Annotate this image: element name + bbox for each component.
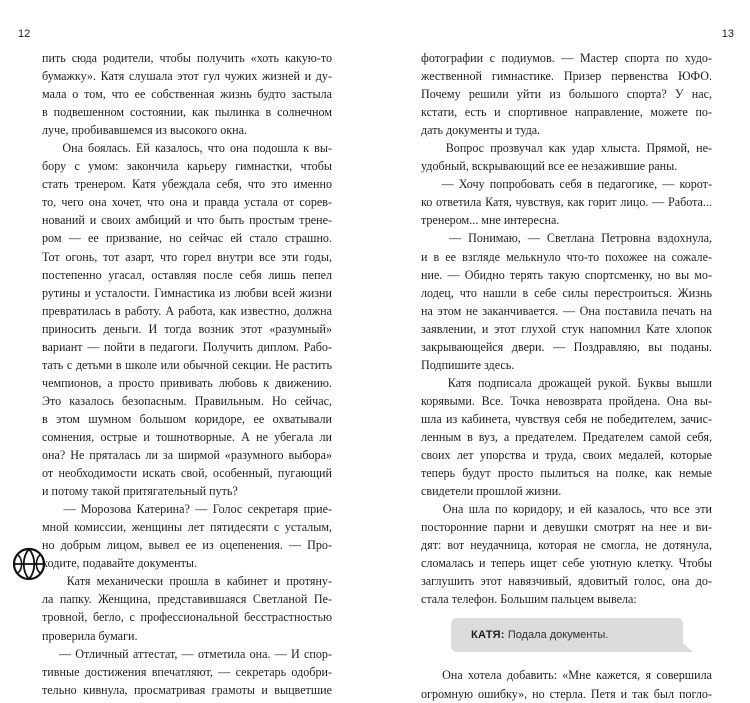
text-line: тренером... мне интересна. <box>421 213 560 228</box>
text-line: теперь будут просто пылиться на полке, как немые <box>421 466 712 481</box>
text-line: луче, пробивавшемся из высокого окна. <box>42 123 248 138</box>
text-line: Катя подписала дрожащей рукой. Буквы вышли <box>421 375 712 390</box>
text-line: приносить деньги. И тогда возник этот «разумный» <box>42 321 332 336</box>
text-line: ходите, подавайте документы. <box>42 556 198 571</box>
right-page-text-top <box>421 49 712 608</box>
text-line: проверила бумаги. <box>42 628 138 643</box>
chat-sender: КАТЯ: <box>471 629 505 642</box>
text-line: корявыми. Все. Точка невозврата пройдена. Она вы- <box>421 393 712 408</box>
text-line: дать документы и туда. <box>421 123 541 138</box>
text-line: от необходимости искать свой, особенный, пугающий <box>42 466 332 481</box>
text-line: Вопрос прозвучал как удар хлыста. Прямой, не- <box>421 141 712 156</box>
text-line: ние. — Обидно терять такую спортсменку, но вы мо- <box>421 267 712 282</box>
text-line: тать с детьми в школе или обычной секции. Не растить <box>42 357 332 372</box>
text-line: — Морозова Катерина? — Голос секретаря прие- <box>42 502 332 517</box>
text-line: стала телефон. Большим пальцем вывела: <box>421 592 637 607</box>
text-line: Она хотела добавить: «Мне кажется, я совершила <box>421 668 712 683</box>
text-line: мной комиссии, женщины лет пятидесяти с усталым, <box>42 520 332 535</box>
text-line: Она шла по коридору, и ей казалось, что все эти <box>421 502 712 517</box>
text-line: бору с умом: закончила карьеру гимнастки, чтобы <box>42 159 332 174</box>
text-line: огромную ошибку», но стерла. Петя и так был погло- <box>421 686 712 701</box>
text-line: шла из кабинета, чувствуя себя не победителем, зачис- <box>421 411 712 426</box>
text-line: ленным в вуз, а предателем. Предателем самой себя, <box>421 429 712 444</box>
text-line: и потому такой притягательный путь? <box>42 484 238 499</box>
text-line: фотографии с подиумов. — Мастер спорта по худо- <box>421 51 712 65</box>
text-line: Тот огонь, тот азарт, что горел внутри все эти годы, <box>42 249 332 264</box>
text-line: постепенно угасал, оставляя после себя лишь пепел <box>42 267 332 282</box>
text-line: кстати, есть и спортивное направление, можете по- <box>421 105 712 120</box>
text-line: в этом шумном большом коридоре, ее охватывали <box>42 411 332 426</box>
text-line: вариант — пойти в педагоги. Получить диплом. Рабо- <box>42 339 332 354</box>
text-line: бумажку». Катя слушала этот гул чужих жизней и ду- <box>42 69 332 84</box>
text-line: Катя механически прошла в кабинет и протяну- <box>42 574 332 589</box>
text-line: чемпионов, а просто прививать любовь к движению. <box>42 375 332 390</box>
text-line: — Понимаю, — Светлана Петровна вздохнула, <box>421 231 712 246</box>
page-number-left: 12 <box>18 28 31 40</box>
text-line: но добрым лицом, вывел ее из оцепенения. — Про- <box>42 538 332 553</box>
right-page-text <box>421 49 712 703</box>
text-line: дят: вот неудачница, которая не смогла, не дотянула, <box>421 538 712 553</box>
text-line: посторонние парни и девушки смотрят на нее и ви- <box>421 520 712 535</box>
basketball-icon <box>12 547 46 581</box>
text-line: тровной, бегло, с профессиональной бесстрастностью <box>42 610 332 625</box>
chat-bubble-tail <box>679 640 693 652</box>
text-line: лодец, что нашли в себе силы перестроиться. Жизнь <box>421 285 712 300</box>
text-line: Это казалось безопасным. Правильным. Но сейчас, <box>42 393 332 408</box>
text-line: и в ее взгляде мелькнуло что-то похожее на сожале- <box>421 249 712 264</box>
text-line: пить сюда родители, чтобы получить «хоть какую-то <box>42 51 332 65</box>
text-line: ко ответила Катя, чувствуя, как горит лицо. — Работа... <box>421 195 712 210</box>
text-line: Почему решили уйти из большого спорта? У нас, <box>421 87 712 102</box>
text-line: своих лет упорства и труда, своих медалей, которые <box>421 448 712 463</box>
text-line: сломалась и теперь ищет себе уютную клетку. Чтобы <box>421 556 712 571</box>
page-number-right: 13 <box>721 28 734 40</box>
text-line: удобный, вскрывающий все ее незажившие раны. <box>421 159 678 174</box>
text-line: заглушить этот навязчивый, ядовитый голос, она до- <box>421 574 712 589</box>
text-line: она? Не пряталась ли за ширмой «разумного выбора» <box>42 448 332 463</box>
text-line: Подпишите здесь. <box>421 357 515 372</box>
text-line: — Хочу попробовать себя в педагогике, — корот- <box>421 177 712 192</box>
text-line: в подвешенном состоянии, как пылинка в солнечном <box>42 105 332 120</box>
right-page-text-bottom <box>421 666 712 702</box>
text-line: тивные достижения впечатляют, — секретарь одобри- <box>42 664 332 679</box>
text-line: — Отличный аттестат, — отметила она. — И спор- <box>42 646 332 661</box>
text-line: жественной гимнастике. Призер первенства ЮФО. <box>421 69 712 84</box>
text-line: мала о том, что ее собственная жизнь будто застыла <box>42 87 332 102</box>
text-line: нований и своих амбиций и что быть простым трене- <box>42 213 332 228</box>
chat-message <box>421 618 712 658</box>
chat-text: Подала документы. <box>507 629 609 642</box>
text-line: свидетели прошлой жизни. <box>421 484 562 499</box>
text-line: превратилась в работу. А работа, как известно, должна <box>42 303 332 318</box>
text-line: тельно кивнула, просматривая грамоты и выцветшие <box>42 682 332 697</box>
left-page-text <box>42 49 332 699</box>
text-line: на этом не заканчивается. — Она поставила печать на <box>421 303 712 318</box>
text-line: Она боялась. Ей казалось, что она подошла к вы- <box>42 141 332 156</box>
chat-bubble <box>451 618 683 652</box>
text-line: рутины и усталости. Гимнастика из любви всей жизни <box>42 285 332 300</box>
text-line: заявлении, и этот глухой стук напомнил Кате хлопок <box>421 321 712 336</box>
text-line: стать тренером. Катя убеждала себя, что это именно <box>42 177 332 192</box>
text-line: закрывающейся двери. — Поздравляю, вы поданы. <box>421 339 712 354</box>
text-line: ла папку. Женщина, представившаяся Светланой Пе- <box>42 592 332 607</box>
text-line: сомнения, острые и тошнотворные. А не убегала ли <box>42 429 332 444</box>
text-line: то, чего она хочет, что она и правда устала от сорев- <box>42 195 332 210</box>
text-line: ром — ее призвание, но сейчас ей стало страшно. <box>42 231 332 246</box>
